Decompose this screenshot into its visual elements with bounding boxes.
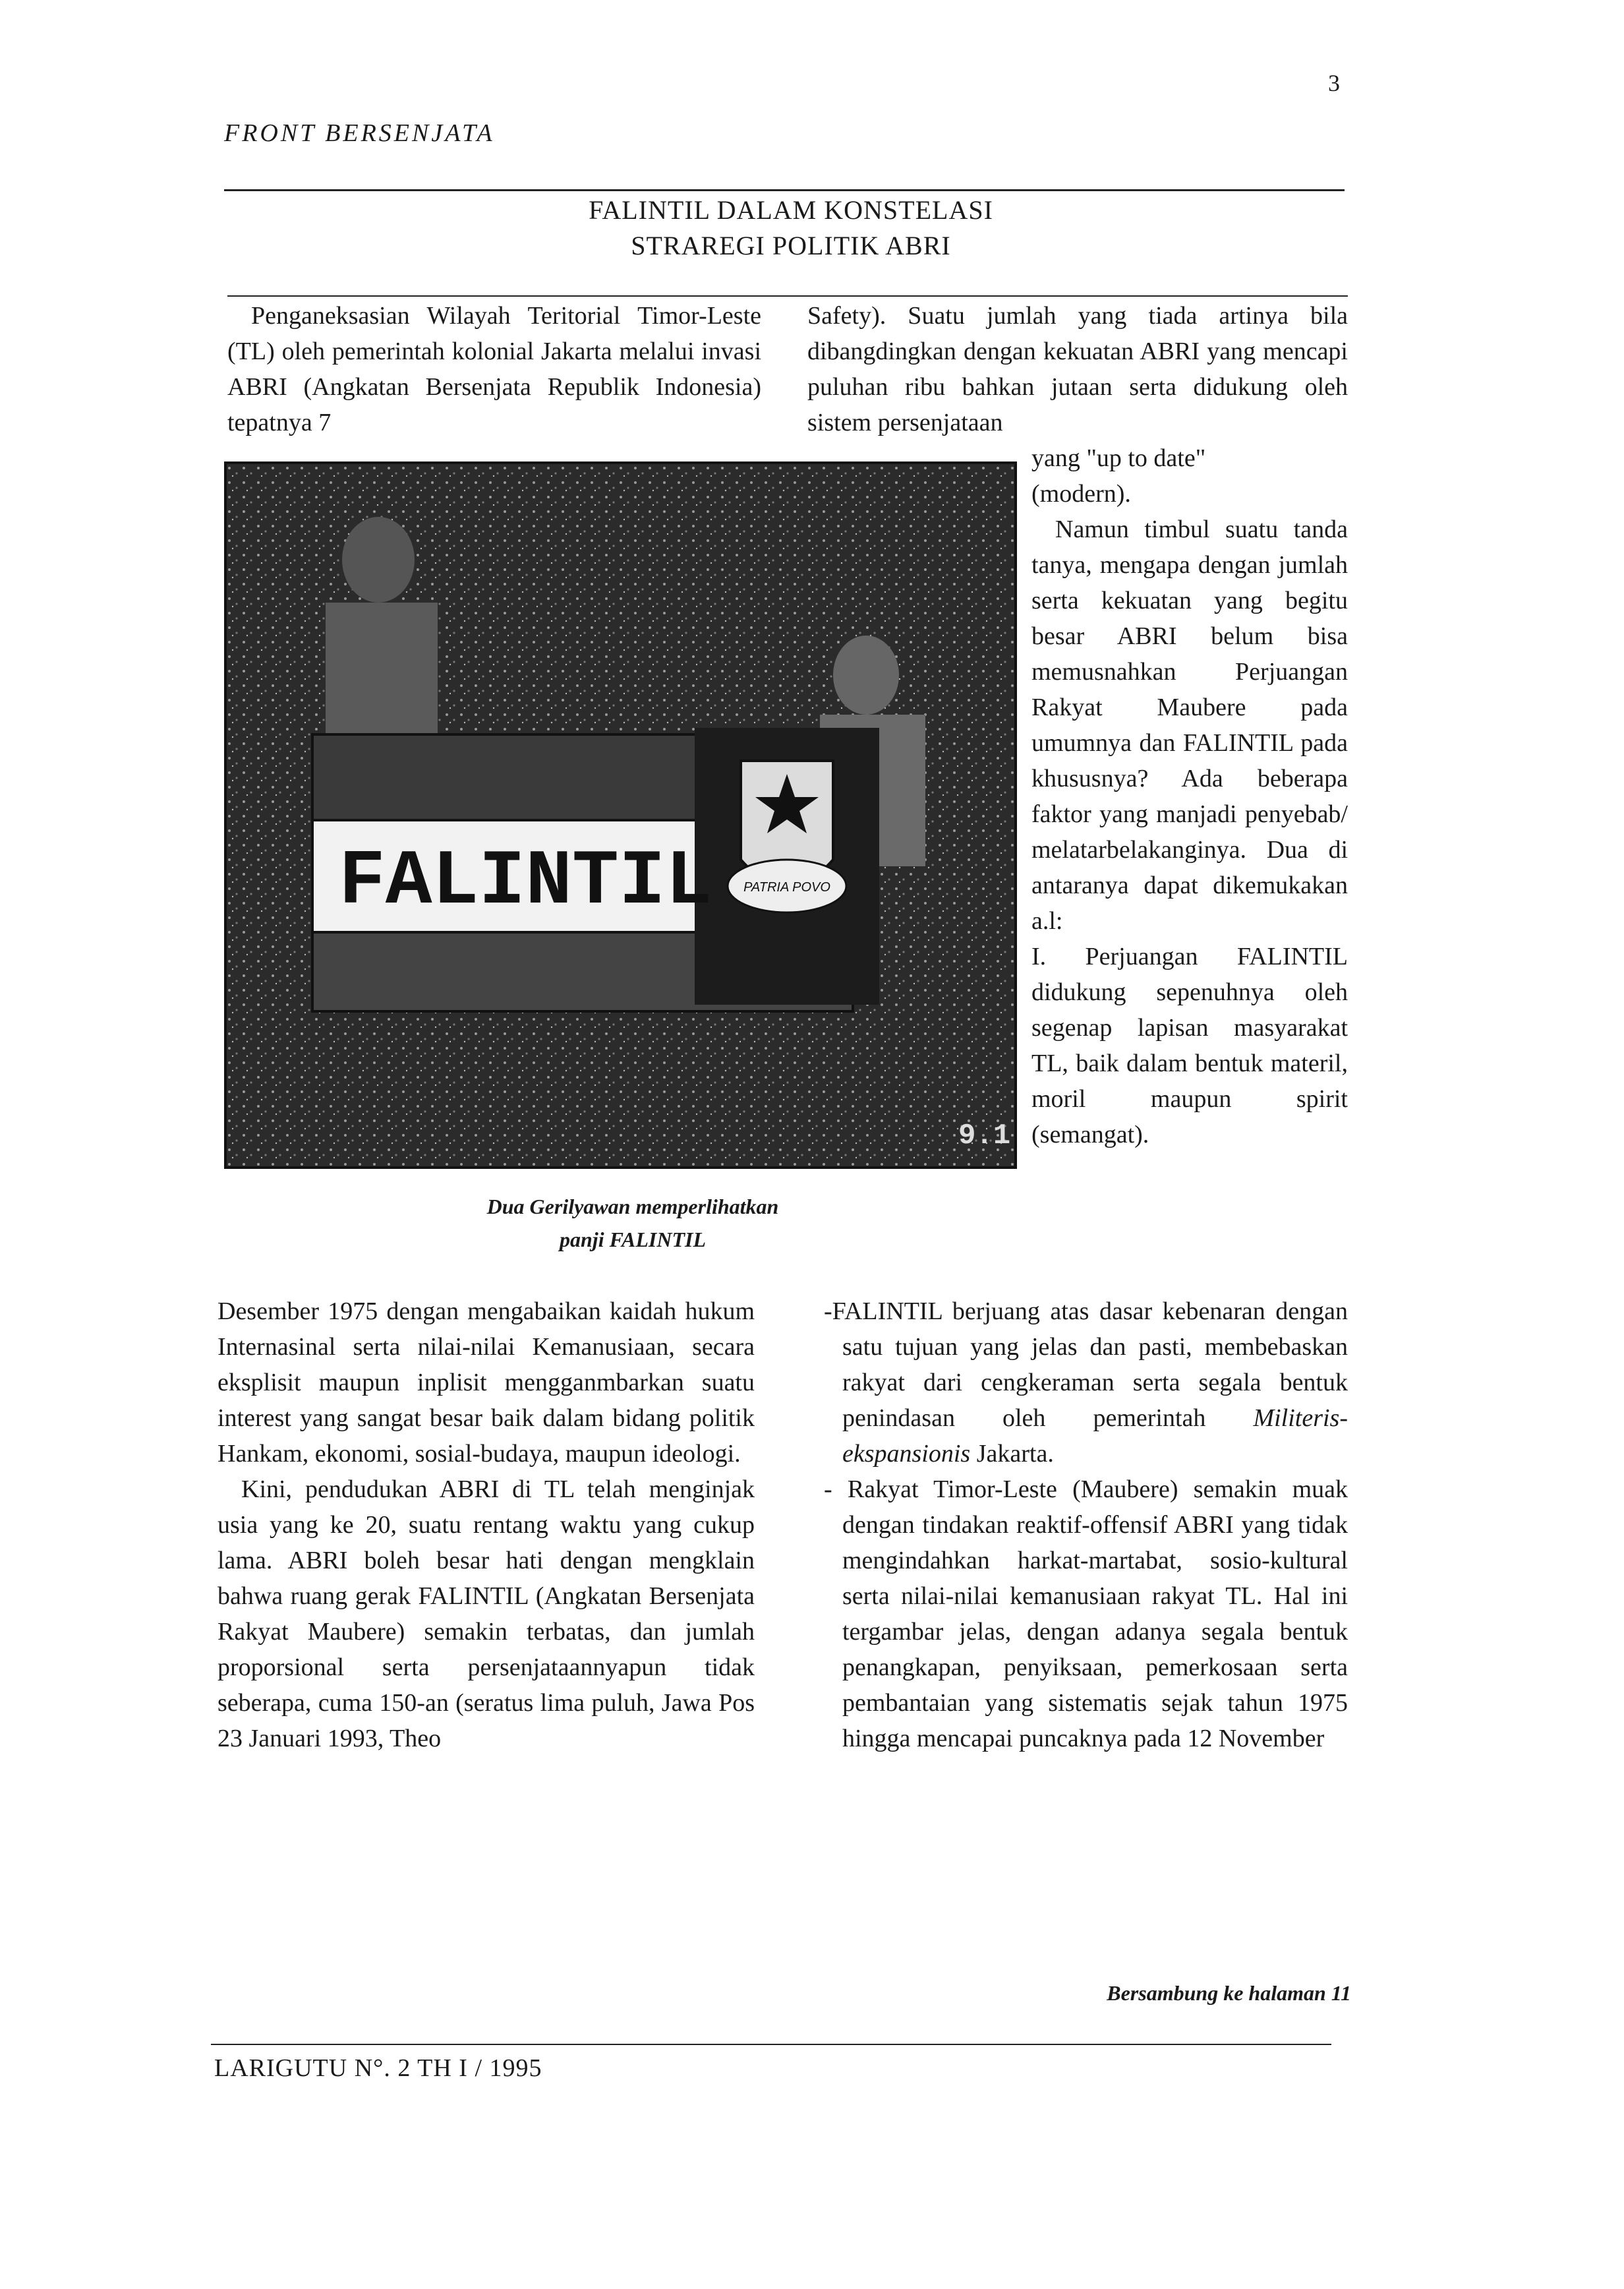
col2-bottom-text <box>824 1293 1348 1756</box>
guerrilla-left-head <box>342 517 415 603</box>
title-line-1: FALINTIL DALAM KONSTELASI <box>589 195 993 225</box>
bullet-rakyat-timor-leste: - Rakyat Timor-Leste (Maubere) semakin muak dengan tindakan reaktif-offensif ABRI yang tidak mengindahkan harkat-martabat, sosio-kultural serta nilai-nilai kemanusiaan rakyat TL. Hal ini tergambar jelas, dengan adanya segala bentuk penangkapan, penyiksaan, pemerkosaan serta pembantaian yang sistematis sejak tahun 1975 hingga mencapai puncaknya pada 12 November <box>824 1475 1348 1752</box>
article-title <box>461 193 1120 264</box>
col1-paragraph-desember: Desember 1975 dengan mengabaikan kaidah hukum Internasinal serta nilai-nilai Kemanusiaan, secara eksplisit maupun inplisit mengganmbarkan suatu interest yang sangat besar baik dalam bidang politik Hankam, ekonomi, sosial-budaya, maupun ideologi. <box>218 1297 755 1468</box>
flag-text-falintil: FALINTIL <box>339 839 712 926</box>
footer-rule <box>211 2044 1331 2045</box>
photo-caption <box>369 1190 896 1256</box>
bullet-falintil-berjuang: -FALINTIL berjuang atas dasar kebenaran dengan satu tujuan yang jelas dan pasti, membebaskan rakyat dari cengkeraman serta segala bentuk penindasan oleh pemerintah Militeris-ekspansionis Jakarta. <box>824 1297 1348 1468</box>
section-label: FRONT BERSENJATA <box>224 119 495 147</box>
caption-line-2: panji FALINTIL <box>560 1228 706 1251</box>
continued-note: Bersambung ke halaman 11 <box>1107 1981 1351 2005</box>
issue-label: LARIGUTU N°. 2 TH I / 1995 <box>214 2054 542 2082</box>
col1-bottom-text <box>218 1293 755 1756</box>
page-number: 3 <box>1328 70 1340 96</box>
col2-top-paragraph: Safety). Suatu jumlah yang tiada artinya bila dibangdingkan dengan kekuatan ABRI yang mencapi puluhan ribu bahkan jutaan serta didukung oleh sistem persenjataan <box>807 302 1348 436</box>
photo-falintil-flag <box>224 461 1017 1169</box>
title-rule <box>227 295 1348 297</box>
term-militeris: Militeris-ekspansionis <box>842 1404 1348 1468</box>
side-line-upto: yang "up to date" <box>1031 444 1206 472</box>
guerrilla-right-head <box>833 636 899 715</box>
side-paragraph-point-1: I. Perjuangan FALINTIL didukung sepenuhnya oleh segenap lapisan masyarakat TL, baik dalam bentuk materil, moril maupun spirit (semangat). <box>1031 943 1348 1148</box>
col2-side-text <box>1031 440 1348 1152</box>
col1-paragraph-kini: Kini, pendudukan ABRI di TL telah menginjak usia yang ke 20, suatu rentang waktu yang cukup lama. ABRI boleh besar hati dengan mengklain bahwa ruang gerak FALINTIL (Angkatan Bersenjata Rakyat Maubere) semakin terbatas, dan jumlah proporsional serta persenjataannyapun tidak seberapa, cuma 150-an (seratus lima puluh, Jawa Pos 23 Januari 1993, Theo <box>218 1475 755 1752</box>
side-paragraph-question: Namun timbul suatu tanda tanya, mengapa dengan jumlah serta kekuatan yang begitu besar ABRI belum bisa memusnahkan Perjuangan Rakyat Maubere pada umumnya dan FALINTIL pada khususnya? Ada beberapa faktor yang manjadi penyebab/ melatarbelakanginya. Dua di antaranya dapat dikemukakan a.l: <box>1031 516 1348 935</box>
side-line-modern: (modern). <box>1031 480 1131 508</box>
emblem-text: PATRIA POVO <box>743 880 830 895</box>
title-line-2: STRAREGI POLITIK ABRI <box>631 231 951 260</box>
photo-illustration <box>227 464 1014 1166</box>
col1-top-paragraph: Penganeksasian Wilayah Teritorial Timor-Leste (TL) oleh pemerintah kolonial Jakarta melalui invasi ABRI (Angkatan Bersenjata Republik Indonesia) tepatnya 7 <box>227 302 761 436</box>
photo-corner-mark: 9.1 <box>958 1119 1011 1152</box>
top-rule <box>224 189 1345 191</box>
caption-line-1: Dua Gerilyawan memperlihatkan <box>486 1195 779 1218</box>
